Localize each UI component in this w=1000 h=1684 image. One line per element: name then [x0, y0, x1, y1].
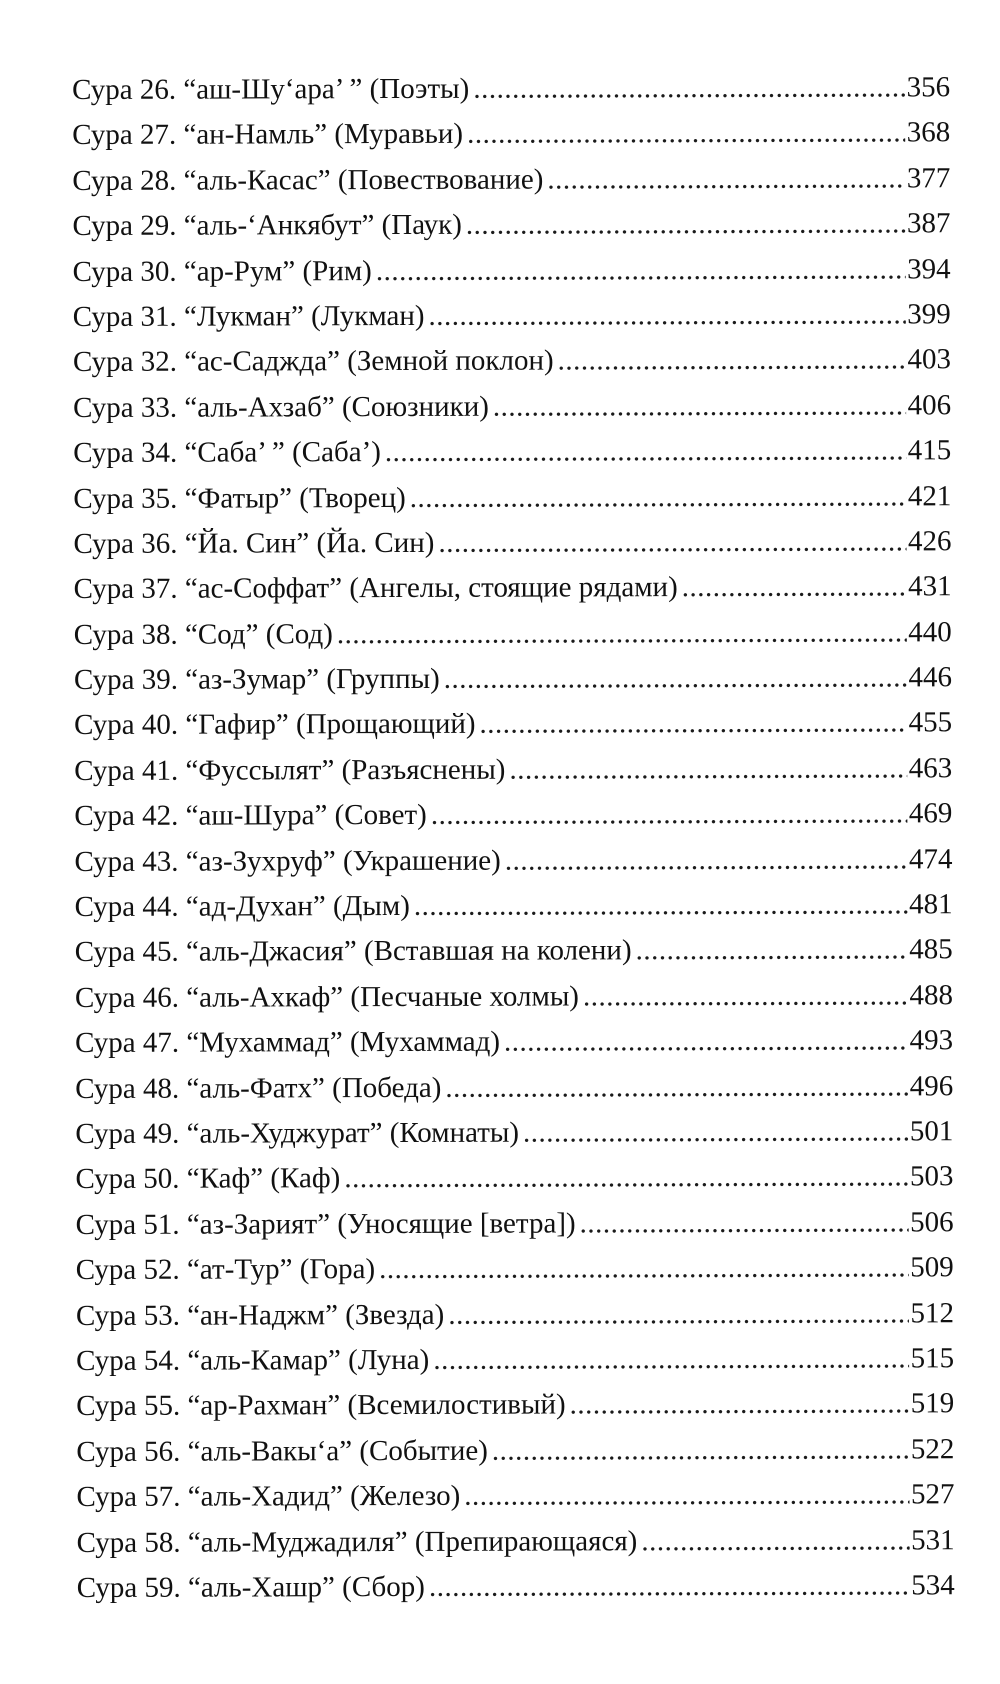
toc-entry-title: Сура 27. “ан-Намль” (Муравьи): [72, 118, 464, 152]
toc-entry-title: Сура 31. “Лукман” (Лукман): [72, 299, 425, 333]
toc-entry-page: 469: [908, 797, 953, 830]
toc-entry-sura-39: [74, 655, 952, 703]
toc-entry-sura-47: [75, 1018, 953, 1066]
toc-entry-sura-26: [72, 65, 950, 113]
dot-leader: [344, 1155, 908, 1202]
toc-entry-sura-59: [77, 1563, 955, 1611]
toc-entry-title: Сура 48. “аль-Фатх” (Победа): [75, 1071, 442, 1105]
dot-leader: [583, 973, 908, 1019]
toc-entry-page: 474: [908, 842, 953, 876]
toc-entry-sura-49: [75, 1109, 953, 1157]
dot-leader: [337, 610, 907, 657]
toc-entry-page: 512: [910, 1296, 954, 1329]
toc-entry-title: Сура 40. “Гафир” (Прощающий): [74, 708, 476, 742]
dot-leader: [558, 338, 906, 384]
toc-entry-sura-33: [73, 383, 951, 431]
toc-entry-title: Сура 57. “аль-Хадид” (Железо): [76, 1479, 461, 1514]
dot-leader: [379, 1246, 908, 1293]
toc-entry-sura-58: [77, 1518, 955, 1566]
dot-leader: [448, 1291, 908, 1337]
toc-entry-sura-40: [74, 701, 952, 749]
dot-leader: [444, 655, 907, 701]
toc-entry-sura-35: [73, 474, 951, 522]
dot-leader: [466, 202, 905, 248]
toc-entry-title: Сура 38. “Сод” (Сод): [73, 617, 333, 651]
toc-entry-sura-53: [76, 1291, 954, 1339]
toc-entry-page: 501: [909, 1115, 954, 1148]
toc-entry-page: 519: [910, 1387, 955, 1420]
toc-entry-sura-51: [76, 1200, 954, 1248]
toc-entry-page: 399: [907, 298, 951, 331]
toc-entry-page: 493: [909, 1024, 954, 1057]
dot-leader: [479, 701, 906, 747]
toc-entry-page: 415: [907, 434, 952, 467]
toc-entry-title: Сура 59. “аль-Хашр” (Сбор): [76, 1570, 425, 1604]
table-of-contents: [72, 65, 955, 1611]
dot-leader: [410, 474, 906, 521]
dot-leader: [570, 1382, 909, 1428]
toc-entry-sura-50: [75, 1155, 953, 1203]
toc-entry-page: 527: [910, 1478, 955, 1511]
toc-entry-title: Сура 43. “аз-Зухруф” (Украшение): [74, 844, 501, 878]
toc-entry-sura-28: [72, 156, 950, 204]
toc-entry-title: Сура 53. “ан-Наджм” (Звезда): [75, 1298, 445, 1332]
toc-entry-sura-29: [72, 201, 950, 249]
toc-entry-title: Сура 41. “Фуссылят” (Разъяснены): [74, 753, 506, 787]
toc-entry-title: Сура 44. “ад-Духан” (Дым): [74, 889, 410, 924]
toc-entry-page: 481: [909, 888, 953, 921]
dot-leader: [438, 519, 906, 565]
toc-entry-title: Сура 39. “аз-Зумар” (Группы): [73, 662, 440, 697]
dot-leader: [467, 111, 905, 157]
dot-leader: [509, 746, 906, 792]
dot-leader: [682, 565, 907, 611]
toc-entry-sura-32: [73, 338, 951, 386]
dot-leader: [376, 247, 905, 294]
toc-entry-title: Сура 47. “Мухаммад” (Мухаммад): [75, 1025, 501, 1060]
toc-entry-sura-56: [76, 1427, 954, 1475]
toc-entry-sura-48: [75, 1064, 953, 1112]
toc-entry-sura-42: [74, 791, 952, 839]
toc-entry-page: 356: [906, 71, 951, 104]
dot-leader: [464, 1472, 909, 1518]
dot-leader: [504, 1019, 908, 1065]
toc-entry-title: Сура 36. “Йа. Син” (Йа. Син): [73, 526, 435, 560]
toc-entry-page: 368: [906, 116, 951, 149]
toc-entry-page: 503: [909, 1160, 954, 1193]
toc-entry-page: 515: [910, 1342, 955, 1375]
toc-entry-title: Сура 46. “аль-Ахкаф” (Песчаные холмы): [74, 980, 580, 1014]
toc-entry-title: Сура 52. “ат-Тур” (Гора): [75, 1253, 376, 1287]
dot-leader: [493, 383, 906, 429]
dot-leader: [523, 1109, 908, 1155]
toc-entry-sura-57: [76, 1472, 954, 1520]
toc-entry-title: Сура 55. “ар-Рахман” (Всемилостивый): [76, 1388, 566, 1423]
dot-leader: [547, 156, 905, 202]
toc-entry-page: 394: [907, 252, 951, 285]
dot-leader: [431, 792, 907, 838]
toc-entry-title: Сура 30. “ар-Рум” (Рим): [72, 254, 372, 288]
dot-leader: [433, 1336, 908, 1382]
toc-entry-page: 531: [911, 1523, 955, 1556]
toc-entry-title: Сура 49. “аль-Худжурат” (Комнаты): [75, 1116, 520, 1150]
toc-entry-sura-30: [73, 247, 951, 295]
toc-entry-page: 534: [911, 1569, 955, 1602]
toc-entry-title: Сура 28. “аль-Касас” (Повествование): [72, 163, 544, 197]
toc-entry-sura-27: [72, 111, 950, 159]
toc-entry-title: Сура 50. “Каф” (Каф): [75, 1162, 341, 1196]
dot-leader: [580, 1200, 909, 1246]
toc-entry-title: Сура 29. “аль-‘Анкябут” (Паук): [72, 208, 462, 243]
toc-entry-title: Сура 33. “аль-Ахзаб” (Союзники): [73, 390, 489, 424]
toc-entry-page: 463: [908, 752, 953, 785]
toc-entry-title: Сура 34. “Саба’ ” (Саба’): [73, 436, 381, 470]
toc-entry-page: 496: [909, 1069, 954, 1102]
toc-entry-title: Сура 51. “аз-Зарият” (Уносящие [ветра]): [75, 1207, 576, 1241]
toc-entry-page: 455: [908, 706, 953, 739]
dot-leader: [445, 1064, 907, 1110]
toc-entry-page: 403: [907, 343, 951, 376]
dot-leader: [429, 1563, 909, 1610]
toc-entry-title: Сура 54. “аль-Камар” (Луна): [76, 1343, 430, 1377]
toc-entry-sura-44: [75, 882, 953, 930]
toc-entry-title: Сура 37. “ас-Соффат” (Ангелы, стоящие рядами): [73, 571, 678, 606]
dot-leader: [473, 65, 904, 111]
toc-entry-sura-38: [74, 610, 952, 658]
toc-entry-sura-36: [73, 519, 951, 567]
toc-entry-page: 431: [908, 570, 952, 603]
toc-entry-sura-34: [73, 428, 951, 476]
toc-entry-page: 485: [909, 933, 953, 966]
dot-leader: [641, 1518, 909, 1564]
toc-entry-sura-43: [74, 837, 952, 885]
dot-leader: [636, 928, 908, 974]
toc-entry-title: Сура 35. “Фатыр” (Творец): [73, 481, 406, 515]
dot-leader: [414, 882, 907, 929]
toc-entry-page: 509: [910, 1251, 954, 1284]
toc-entry-page: 488: [909, 979, 953, 1012]
dot-leader: [428, 292, 905, 338]
dot-leader: [492, 1427, 909, 1473]
toc-entry-page: 506: [910, 1206, 954, 1239]
dot-leader: [505, 837, 907, 883]
toc-entry-sura-54: [76, 1336, 954, 1384]
toc-entry-page: 406: [907, 388, 952, 422]
toc-entry-sura-31: [73, 292, 951, 340]
toc-entry-page: 426: [907, 525, 952, 558]
toc-entry-page: 446: [908, 661, 952, 694]
toc-entry-sura-52: [76, 1245, 954, 1293]
toc-entry-page: 377: [906, 162, 951, 195]
toc-entry-sura-41: [74, 746, 952, 794]
toc-entry-page: 421: [907, 479, 952, 512]
toc-entry-title: Сура 26. “аш-Шу‘ара’ ” (Поэты): [72, 72, 470, 106]
toc-entry-title: Сура 42. “аш-Шура” (Совет): [74, 799, 427, 833]
toc-entry-title: Сура 45. “аль-Джасия” (Вставшая на колени): [74, 934, 632, 969]
toc-entry-sura-55: [76, 1382, 954, 1430]
toc-entry-title: Сура 58. “аль-Муджадиля” (Препирающаяся): [76, 1524, 638, 1559]
toc-entry-sura-46: [75, 973, 953, 1021]
toc-entry-page: 440: [908, 615, 952, 649]
toc-entry-sura-37: [74, 565, 952, 613]
toc-entry-page: 387: [906, 207, 951, 240]
toc-entry-title: Сура 32. “ас-Саджда” (Земной поклон): [72, 344, 554, 379]
toc-entry-page: 522: [910, 1432, 955, 1466]
toc-entry-title: Сура 56. “аль-Вакы‘а” (Событие): [76, 1434, 488, 1468]
toc-entry-sura-45: [75, 928, 953, 976]
dot-leader: [385, 429, 906, 476]
